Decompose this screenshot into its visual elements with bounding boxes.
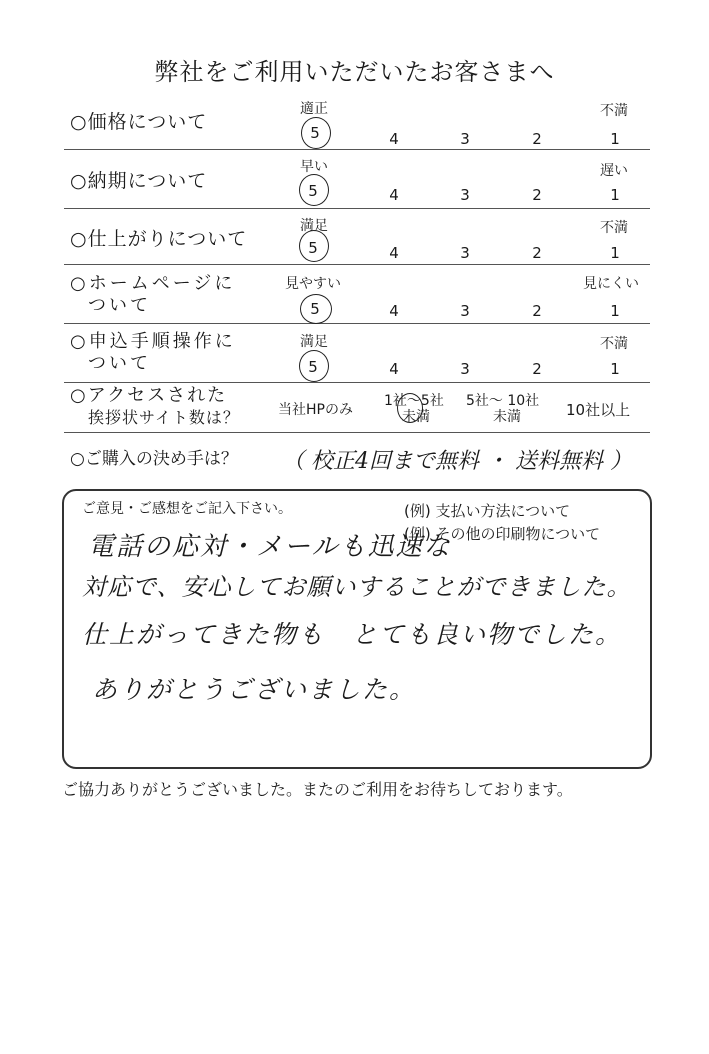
option-1-5[interactable]: 1社〜5社 [384,393,444,409]
scale-1[interactable]: 1 [610,186,620,204]
option-1-5-sub: 未満 [402,409,430,425]
selected-circle [397,393,423,423]
question-label: ○納期について [70,170,208,192]
option-5-10[interactable]: 5社〜 10社 [466,393,540,409]
scale-3[interactable]: 3 [460,186,470,204]
option-5-10-sub: 未満 [493,409,521,425]
divider [64,149,650,150]
divider [64,323,650,324]
scale-5[interactable]: 5 [308,182,318,200]
footer-text: ご協力ありがとうございました。またのご利用をお待ちしております。 [62,780,573,799]
scale-right-label: 見にくい [583,276,639,292]
scale-3[interactable]: 3 [460,360,470,378]
scale-left-label: 早い [300,159,328,175]
scale-2[interactable]: 2 [532,130,542,148]
scale-1[interactable]: 1 [610,130,620,148]
scale-5[interactable]: 5 [308,358,318,376]
divider [64,264,650,265]
scale-4[interactable]: 4 [389,186,399,204]
divider [64,208,650,209]
question-label-line1: ○ホームページに [70,273,236,294]
question-label: ○仕上がりについて [70,228,248,250]
scale-4[interactable]: 4 [389,130,399,148]
scale-4[interactable]: 4 [389,360,399,378]
comment-line-2: 対応で、安心してお願いすることができました。 [82,573,632,601]
comment-header: ご意見・ご感想をご記入下さい。 [82,501,292,517]
scale-5[interactable]: 5 [310,124,320,142]
scale-2[interactable]: 2 [532,186,542,204]
scale-3[interactable]: 3 [460,130,470,148]
option-own-site[interactable]: 当社HPのみ [278,402,353,418]
scale-5[interactable]: 5 [308,239,318,257]
scale-1[interactable]: 1 [610,360,620,378]
question-label-line2: 挨拶状サイト数は？ [88,408,240,427]
scale-right-label: 遅い [600,163,628,179]
question-label-line1: ○アクセスされた [70,385,228,406]
scale-4[interactable]: 4 [389,244,399,262]
scale-right-label: 不満 [600,220,628,236]
page-title: 弊社をご利用いただいたお客さまへ [154,58,555,86]
scale-3[interactable]: 3 [460,302,470,320]
scale-1[interactable]: 1 [610,244,620,262]
option-10-plus[interactable]: 10社以上 [566,401,631,419]
comment-line-1: 電話の応対・メールも迅速な [88,532,452,562]
scale-1[interactable]: 1 [610,302,620,320]
comment-line-3: 仕上がってきた物も とても良い物でした。 [82,620,623,649]
scale-2[interactable]: 2 [532,244,542,262]
scale-right-label: 不満 [600,336,628,352]
comment-example-2: (例) その他の印刷物について [404,525,601,543]
scale-left-label: 満足 [300,334,328,350]
scale-4[interactable]: 4 [389,302,399,320]
scale-3[interactable]: 3 [460,244,470,262]
question-label: ○価格について [70,111,208,133]
scale-5[interactable]: 5 [310,300,320,318]
question-label-line1: ○申込手順操作に [70,331,236,352]
comment-line-4: ありがとうございました。 [92,675,417,704]
scale-left-label: 満足 [300,218,328,234]
divider [64,432,650,433]
comment-example-1: (例) 支払い方法について [404,502,571,520]
question-label-line2: ついて [88,353,151,374]
scale-left-label: 適正 [300,101,328,117]
scale-left-label: 見やすい [285,276,341,292]
scale-right-label: 不満 [600,103,628,119]
purchase-answer[interactable]: （ 校正4回まで無料 ・ 送料無料 ） [282,449,632,474]
scale-2[interactable]: 2 [532,360,542,378]
question-label: ○ご購入の決め手は？ [70,449,238,469]
scale-2[interactable]: 2 [532,302,542,320]
question-label-line2: ついて [88,295,151,316]
divider [64,382,650,383]
